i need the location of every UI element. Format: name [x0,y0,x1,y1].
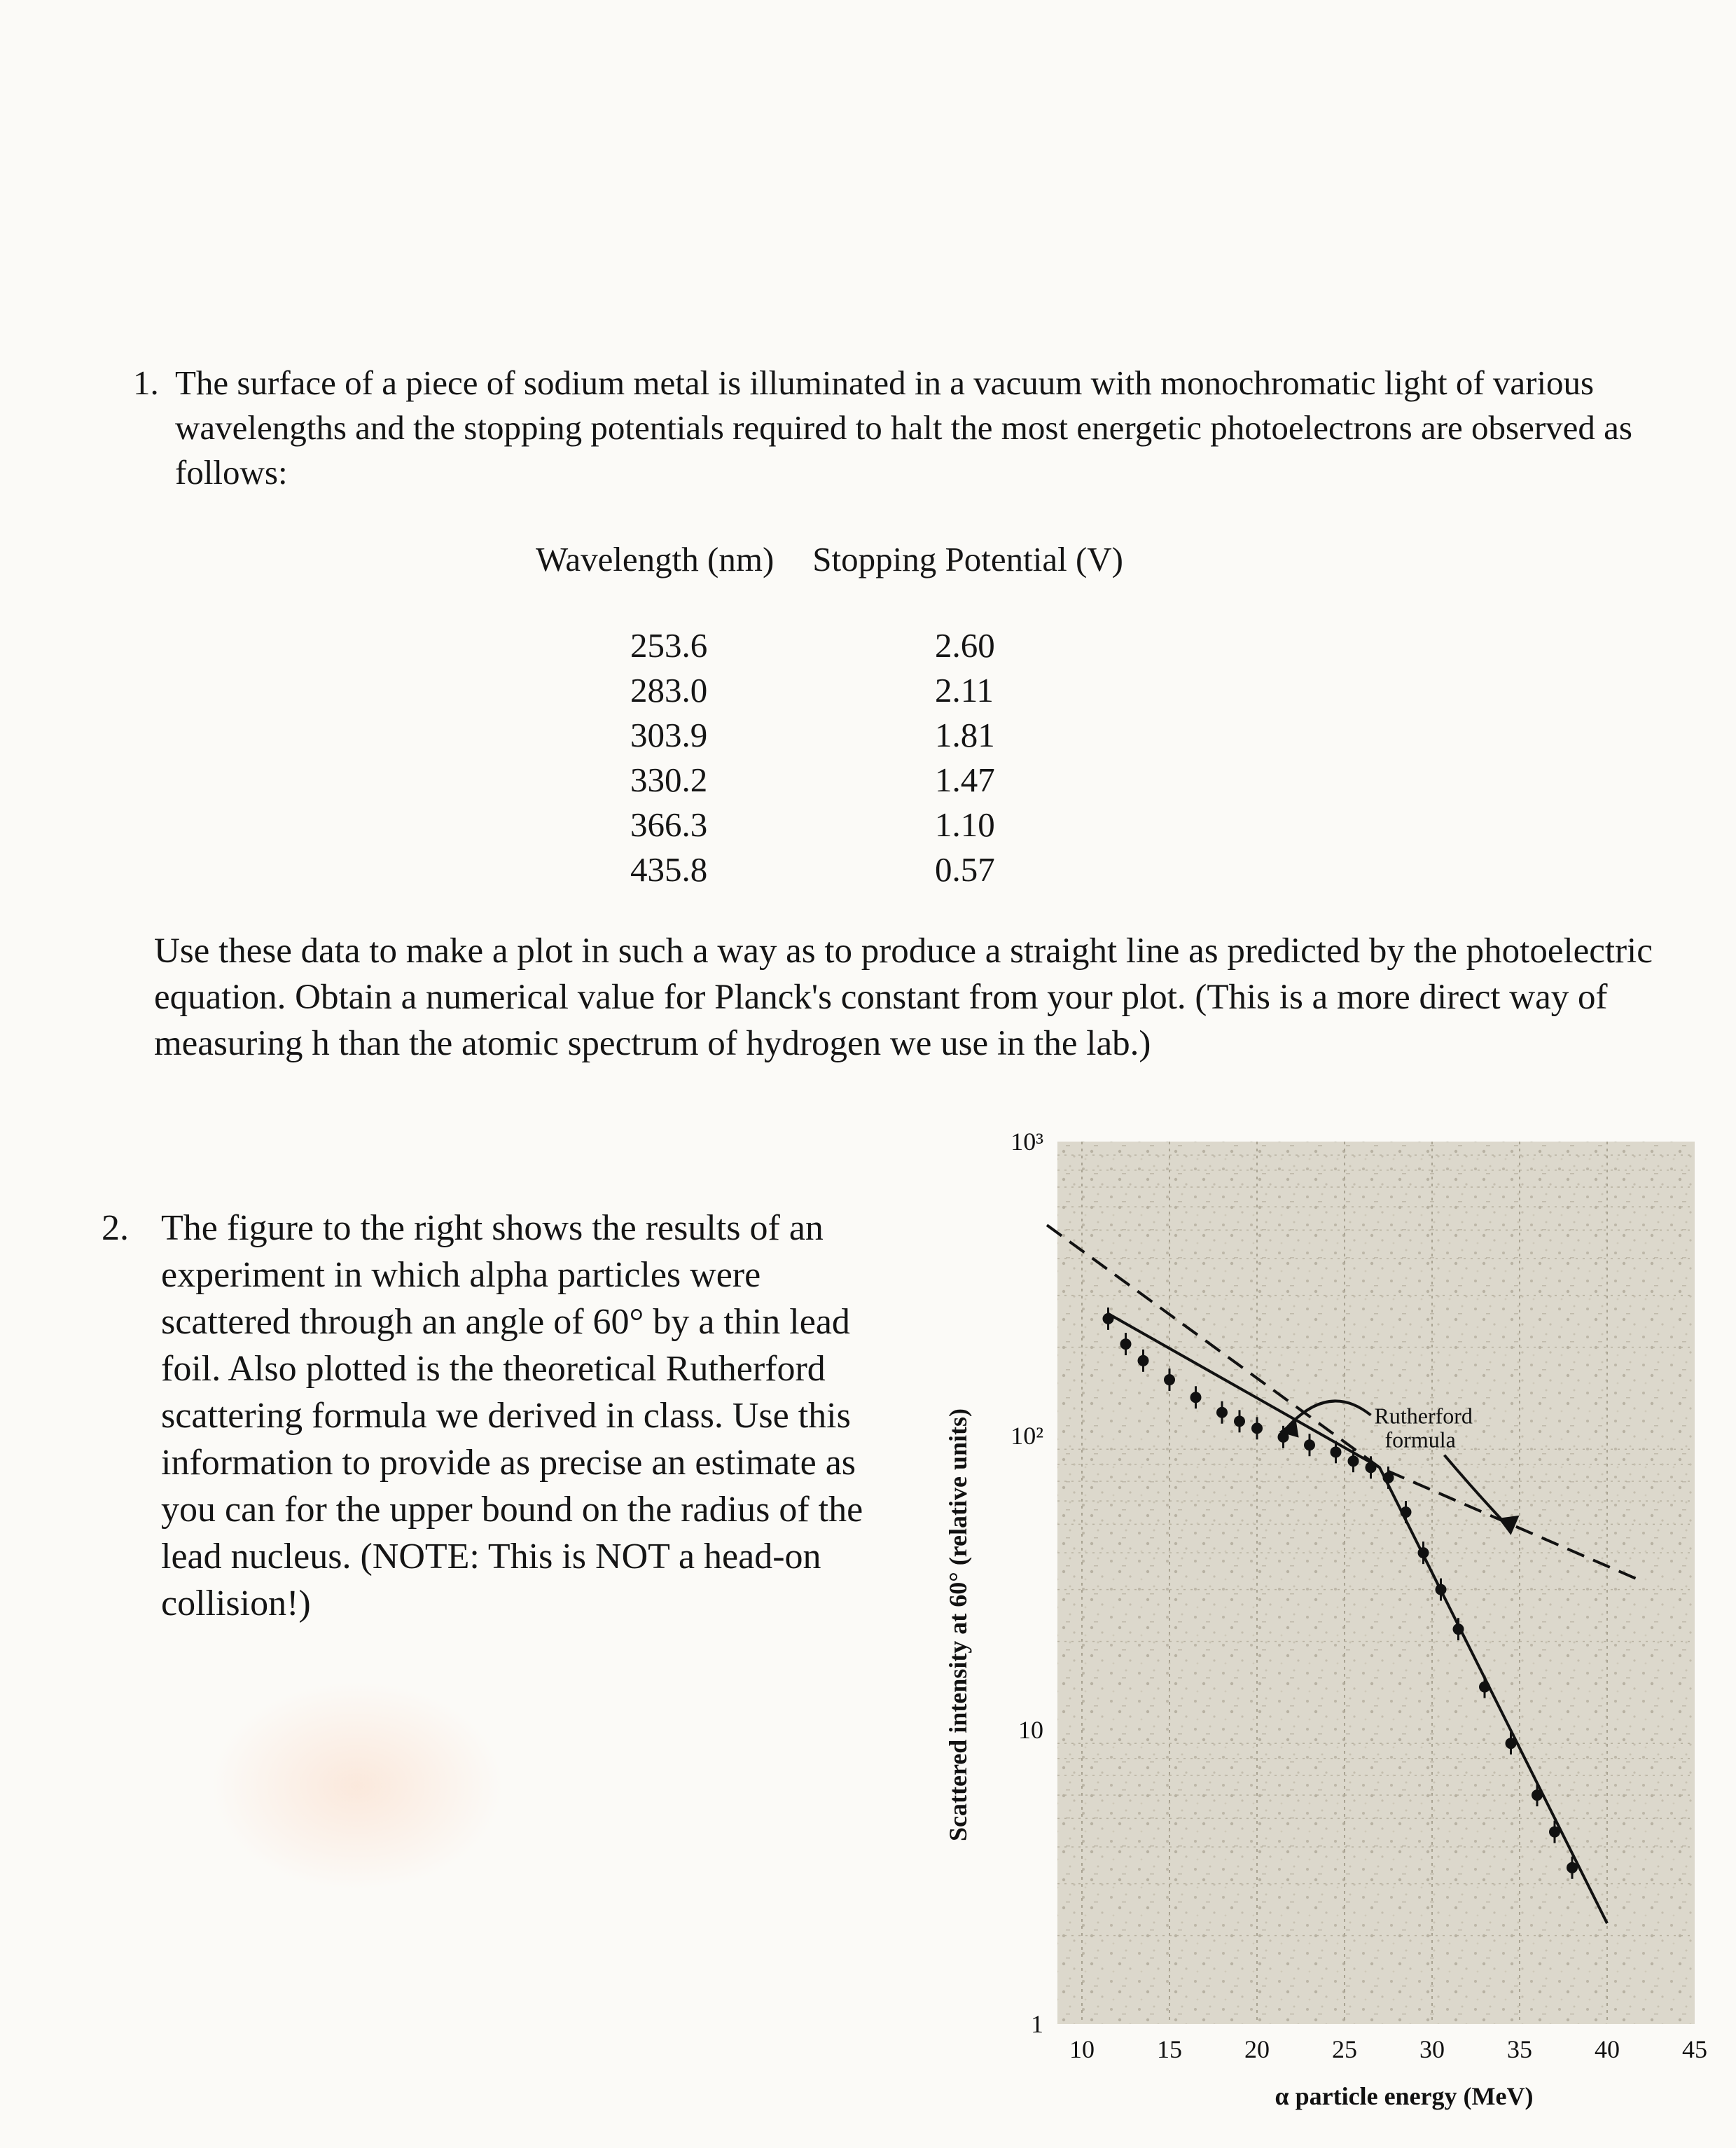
potential-header: Stopping Potential (V) [812,540,1124,578]
x-axis-label: α particle energy (MeV) [1275,2082,1534,2110]
data-marker [1436,1584,1447,1595]
data-marker [1103,1313,1114,1324]
data-marker [1453,1623,1464,1635]
y-tick-label: 1 [1031,2010,1043,2038]
plot-area [1057,1142,1695,2024]
wavelength-header: Wavelength (nm) [536,540,775,578]
data-marker [1506,1738,1517,1749]
x-tick-label: 40 [1595,2035,1620,2063]
data-marker [1234,1415,1245,1427]
x-tick-label: 15 [1157,2035,1182,2063]
problem-1-text: The surface of a piece of sodium metal is illuminated in a vacuum with monochromatic light of various wavelengths and the stopping potentials required to halt the most energetic photoelectrons are observed as follows: [175,363,1632,492]
table-cell: 0.57 [935,850,995,889]
table-cell: 2.60 [935,626,995,665]
table-cell: 1.47 [935,761,995,799]
y-axis-label: Scattered intensity at 60° (relative units) [944,1408,972,1841]
data-marker [1567,1862,1578,1873]
table-cell: 1.81 [935,716,995,754]
data-marker [1190,1392,1202,1403]
table-cell: 435.8 [630,850,708,889]
problem-1-number: 1. [133,363,159,402]
x-tick-label: 45 [1682,2035,1707,2063]
problem-2-number: 2. [102,1208,129,1248]
data-marker [1479,1682,1490,1693]
data-marker [1401,1506,1412,1518]
table-cell: 283.0 [630,671,708,709]
x-tick-label: 10 [1069,2035,1095,2063]
paper-stain [210,1681,504,1891]
problem-2-text: The figure to the right shows the results of an experiment in which alpha particles were scattered through an angle of 60° by a thin lead foil. Also plotted is the theoretical Rutherford scattering formula we derived in class. Use this information to provide as precise an estimate as you can for the upper bound on the radius of the lead nucleus. (NOTE: This is NOT a head-on collision!) [161,1208,863,1623]
table-cell: 253.6 [630,626,708,665]
data-marker [1304,1439,1315,1450]
data-marker [1216,1407,1228,1418]
x-tick-label: 30 [1419,2035,1445,2063]
data-marker [1348,1455,1359,1467]
y-tick-label: 10 [1018,1716,1043,1744]
scattering-chart [910,1107,1723,2129]
x-tick-label: 25 [1332,2035,1357,2063]
data-marker [1532,1789,1543,1801]
table-cell: 330.2 [630,761,708,799]
data-marker [1251,1422,1263,1434]
rutherford-annotation: Rutherford [1374,1403,1473,1429]
x-tick-label: 20 [1244,2035,1270,2063]
table-cell: 1.10 [935,805,995,844]
data-marker [1331,1446,1342,1457]
data-marker [1383,1472,1394,1483]
data-marker [1549,1827,1560,1838]
table-cell: 2.11 [935,671,994,709]
data-table-header [536,539,1123,579]
data-marker [1164,1374,1175,1385]
data-marker [1120,1338,1132,1350]
y-tick-label: 10² [1011,1422,1043,1450]
potential-column [935,623,995,892]
wavelength-column [630,623,707,892]
table-cell: 303.9 [630,716,708,754]
problem-2 [102,1205,893,1627]
table-cell: 366.3 [630,805,708,844]
data-marker [1418,1547,1429,1558]
data-marker [1366,1462,1377,1473]
y-tick-label: 10³ [1011,1128,1043,1156]
x-tick-label: 35 [1507,2035,1532,2063]
data-marker [1138,1355,1149,1366]
problem-1-instruction: Use these data to make a plot in such a way as to produce a straight line as predicted by the photoelectric equation. Obtain a numerical value for Planck's constant from your plot. (This is a more direct way of measuring h than the atomic spectrum of hydrogen we use in the lab.) [154,931,1653,1063]
problem-1 [133,361,1688,495]
formula-annotation: formula [1384,1427,1456,1453]
